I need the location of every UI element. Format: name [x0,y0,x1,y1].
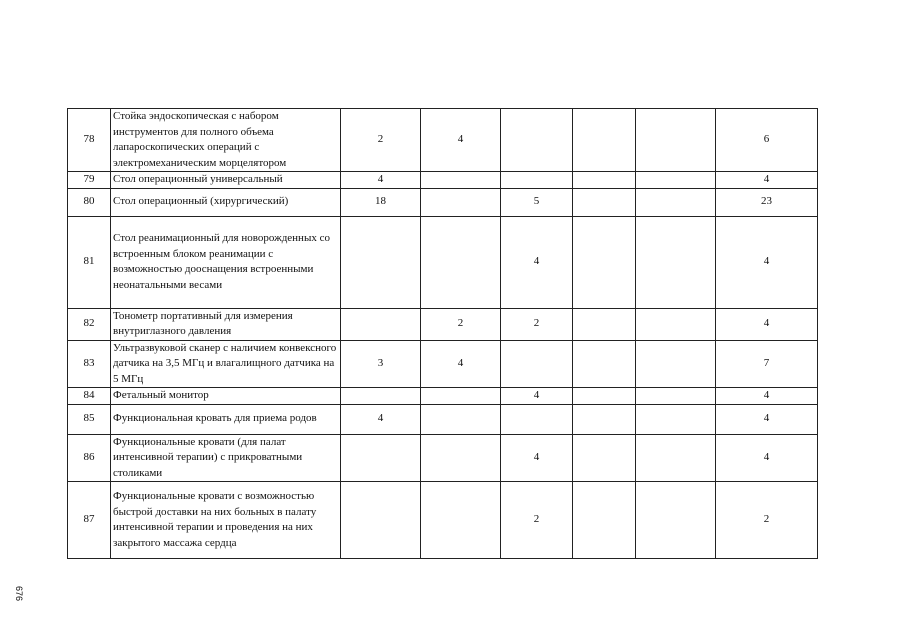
col-1-value: 4 [341,404,421,434]
table-row [68,388,818,405]
col-1-value [341,308,421,340]
row-number: 86 [68,434,111,482]
total-value: 7 [716,340,818,388]
col-4-value [573,404,636,434]
col-2-value [421,404,501,434]
col-4-value [573,172,636,189]
col-5-value [636,308,716,340]
col-2-value [421,188,501,216]
col-2-value [421,172,501,189]
total-value: 4 [716,434,818,482]
equipment-name: Функциональные кровати с возможностью быстрой доставки на них больных в палату интенсивной терапии и проведения на них закрытого массажа сердца [111,482,341,559]
col-1-value: 3 [341,340,421,388]
table-row [68,172,818,189]
table-row [68,188,818,216]
total-value: 4 [716,308,818,340]
col-1-value: 2 [341,109,421,172]
col-5-value [636,109,716,172]
col-5-value [636,188,716,216]
col-5-value [636,404,716,434]
table-row [68,216,818,308]
equipment-table [67,108,818,559]
row-number: 80 [68,188,111,216]
row-number: 79 [68,172,111,189]
col-1-value [341,482,421,559]
total-value: 4 [716,216,818,308]
row-number: 81 [68,216,111,308]
total-value: 2 [716,482,818,559]
table-row [68,109,818,172]
col-1-value: 18 [341,188,421,216]
row-number: 83 [68,340,111,388]
col-1-value [341,216,421,308]
row-number: 82 [68,308,111,340]
total-value: 6 [716,109,818,172]
equipment-name: Стол операционный (хирургический) [111,188,341,216]
total-value: 4 [716,404,818,434]
col-1-value [341,388,421,405]
col-4-value [573,482,636,559]
col-4-value [573,388,636,405]
row-number: 78 [68,109,111,172]
col-2-value: 2 [421,308,501,340]
col-2-value: 4 [421,340,501,388]
total-value: 23 [716,188,818,216]
col-4-value [573,434,636,482]
col-2-value [421,434,501,482]
col-3-value [501,340,573,388]
col-1-value [341,434,421,482]
equipment-name: Функциональные кровати (для палат интенсивной терапии) с прикроватными столиками [111,434,341,482]
total-value: 4 [716,388,818,405]
col-3-value: 4 [501,216,573,308]
col-3-value [501,404,573,434]
col-5-value [636,340,716,388]
col-4-value [573,308,636,340]
col-4-value [573,188,636,216]
col-3-value: 5 [501,188,573,216]
table-row [68,434,818,482]
col-3-value: 2 [501,482,573,559]
total-value: 4 [716,172,818,189]
col-4-value [573,216,636,308]
equipment-name: Стол операционный универсальный [111,172,341,189]
row-number: 85 [68,404,111,434]
col-3-value [501,172,573,189]
col-2-value [421,216,501,308]
table-row [68,482,818,559]
row-number: 84 [68,388,111,405]
col-3-value: 4 [501,388,573,405]
col-5-value [636,482,716,559]
col-4-value [573,340,636,388]
col-2-value [421,388,501,405]
table-row [68,308,818,340]
equipment-name: Стойка эндоскопическая с набором инструментов для полного объема лапароскопических операций с электромеханическим морцелятором [111,109,341,172]
col-2-value: 4 [421,109,501,172]
col-5-value [636,172,716,189]
equipment-name: Функциональная кровать для приема родов [111,404,341,434]
page-number: 676 [14,586,24,602]
table-body [68,109,818,559]
row-number: 87 [68,482,111,559]
col-3-value: 4 [501,434,573,482]
col-2-value [421,482,501,559]
col-1-value: 4 [341,172,421,189]
equipment-name: Стол реанимационный для новорожденных со встроенным блоком реанимации с возможностью дооснащения встроенными неонатальными весами [111,216,341,308]
col-3-value: 2 [501,308,573,340]
table-row [68,340,818,388]
equipment-name: Ультразвуковой сканер с наличием конвексного датчика на 3,5 МГц и влагалищного датчика на 5 МГц [111,340,341,388]
col-5-value [636,388,716,405]
equipment-name: Тонометр портативный для измерения внутриглазного давления [111,308,341,340]
table-row [68,404,818,434]
col-5-value [636,434,716,482]
col-5-value [636,216,716,308]
col-3-value [501,109,573,172]
equipment-name: Фетальный монитор [111,388,341,405]
col-4-value [573,109,636,172]
